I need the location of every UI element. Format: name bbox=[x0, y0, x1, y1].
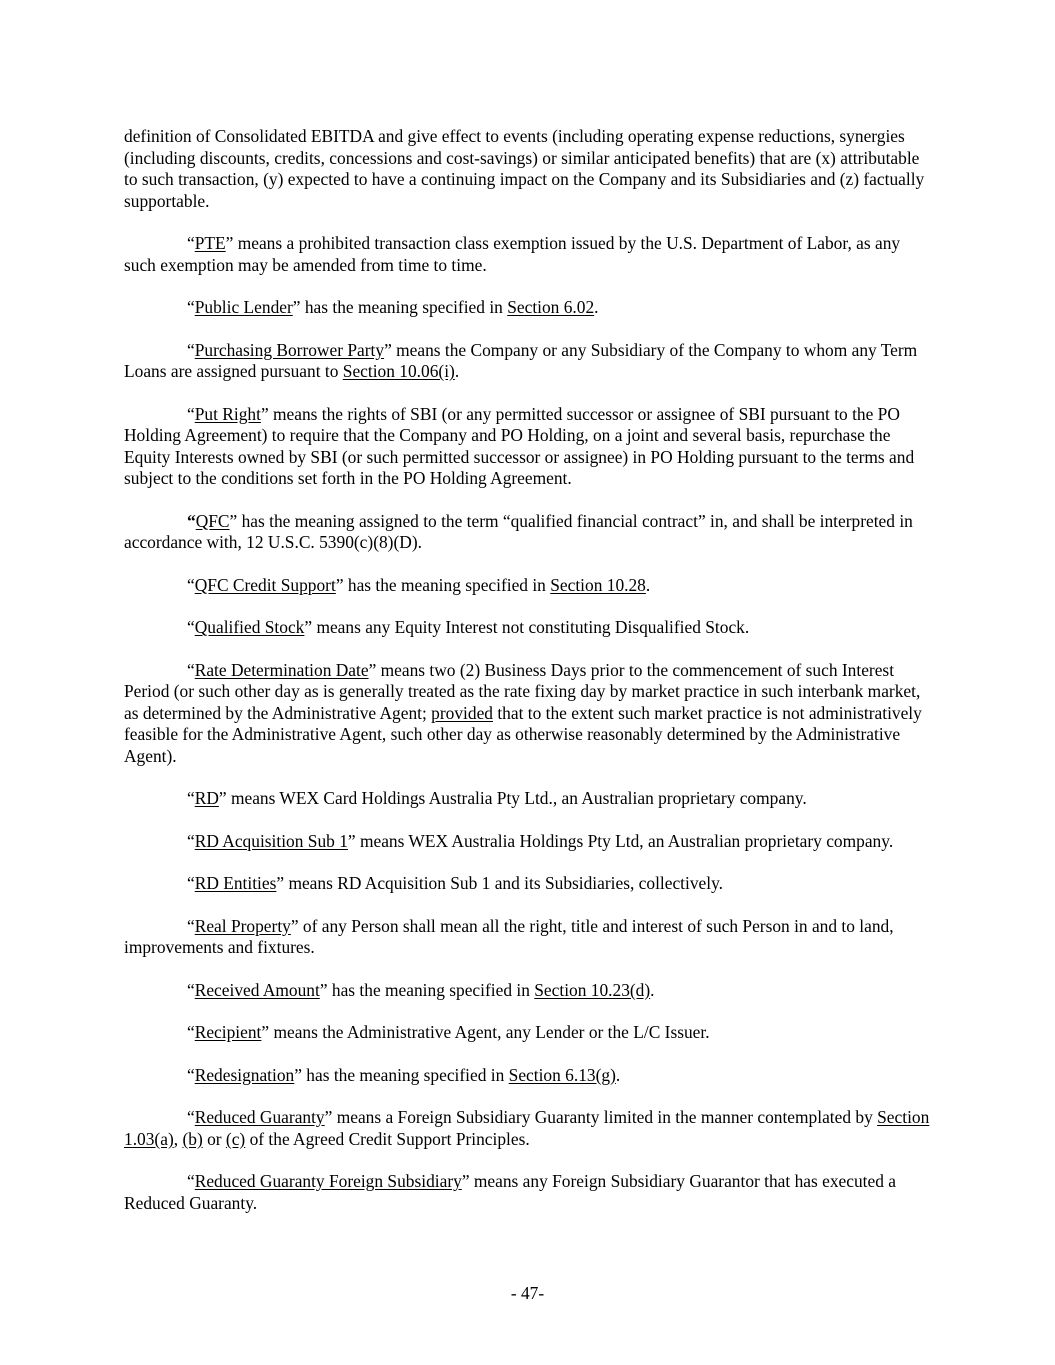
definition-paragraph bbox=[124, 233, 930, 276]
paragraph-text: ” means two (2) Business Days prior to the commencement of such Interest Period (or such other day as is generally treated as the rate fixing day by market practice in such interbank market, as determined by the Administrative Agent; bbox=[124, 659, 921, 723]
underlined-term: (b) bbox=[182, 1128, 203, 1149]
underlined-term: Purchasing Borrower Party bbox=[194, 339, 385, 360]
paragraph-text: “ bbox=[187, 979, 195, 1000]
paragraph-text: “ bbox=[187, 510, 196, 531]
underlined-term: RD bbox=[194, 788, 219, 808]
paragraph-text: “ bbox=[187, 574, 195, 595]
paragraph-text: “ bbox=[187, 915, 195, 936]
definition-paragraph bbox=[124, 1022, 930, 1044]
paragraph-text: “ bbox=[187, 233, 195, 253]
definition-paragraph bbox=[124, 660, 930, 768]
paragraph-text: . bbox=[594, 297, 599, 317]
underlined-term: Received Amount bbox=[194, 979, 320, 1000]
paragraph-text: “ bbox=[187, 1171, 195, 1191]
underlined-term: Section 6.02 bbox=[507, 297, 595, 317]
underlined-term: Recipient bbox=[194, 1022, 262, 1042]
underlined-term: Qualified Stock bbox=[194, 617, 305, 637]
paragraph-text: . bbox=[615, 1064, 621, 1085]
underlined-term: RD Acquisition Sub 1 bbox=[194, 830, 348, 851]
paragraph-text: . bbox=[454, 361, 460, 381]
paragraph-text: “ bbox=[187, 1064, 195, 1085]
underlined-term: Reduced Guaranty Foreign Subsidiary bbox=[194, 1171, 462, 1191]
paragraph-text: , bbox=[173, 1128, 183, 1149]
definition-paragraph bbox=[124, 1171, 930, 1214]
paragraph-text: “ bbox=[187, 659, 195, 680]
definition-paragraph bbox=[124, 1065, 930, 1087]
paragraph-text: ” means a Foreign Subsidiary Guaranty limited in the manner contemplated by bbox=[324, 1107, 878, 1127]
definition-paragraph bbox=[124, 873, 930, 895]
underlined-term: PTE bbox=[194, 233, 226, 253]
underlined-term: Real Property bbox=[194, 915, 291, 936]
paragraph-text: ” means the rights of SBI (or any permitted successor or assignee of SBI pursuant to the PO Holding Agreement) to require that the Company and PO Holding, on a joint and several basis, repurchase the Equity Interests owned by SBI (or such permitted successor or assignee) in PO Holding pursuant to the terms and subject to the conditions set forth in the PO Holding Agreement. bbox=[124, 403, 915, 488]
paragraph-text: . bbox=[650, 979, 655, 1000]
paragraph-text: “ bbox=[187, 403, 195, 424]
underlined-term: Section 6.13(g) bbox=[508, 1064, 616, 1085]
underlined-term: Section 10.23(d) bbox=[534, 979, 651, 1000]
definition-paragraph bbox=[124, 916, 930, 959]
paragraph-text: ” of any Person shall mean all the right, title and interest of such Person in and to land, improvements and fixtures. bbox=[124, 915, 894, 957]
continued-paragraph bbox=[124, 126, 930, 212]
paragraph-text: “ bbox=[187, 297, 195, 317]
underlined-term: RD Entities bbox=[194, 873, 277, 893]
paragraph-text: “ bbox=[187, 873, 195, 893]
underlined-term: Section 10.28 bbox=[550, 574, 646, 595]
paragraph-text: “ bbox=[187, 617, 195, 637]
paragraph-text: ” means a prohibited transaction class exemption issued by the U.S. Department of Labor, as any such exemption may be amended from time to time. bbox=[124, 233, 901, 275]
definition-paragraph bbox=[124, 404, 930, 490]
underlined-term: Section 10.06(i) bbox=[342, 361, 455, 381]
paragraph-text: ” means RD Acquisition Sub 1 and its Subsidiaries, collectively. bbox=[276, 873, 724, 893]
definition-paragraph bbox=[124, 511, 930, 554]
paragraph-text: ” means WEX Card Holdings Australia Pty Ltd., an Australian proprietary company. bbox=[218, 788, 807, 808]
underlined-term: Put Right bbox=[194, 403, 261, 424]
underlined-term: Redesignation bbox=[194, 1064, 295, 1085]
paragraph-text: of the Agreed Credit Support Principles. bbox=[245, 1128, 530, 1149]
underlined-term: provided bbox=[431, 702, 493, 723]
paragraph-text: . bbox=[645, 574, 651, 595]
page-number: - 47- bbox=[510, 1283, 545, 1303]
paragraph-text: ” has the meaning specified in bbox=[292, 297, 508, 317]
paragraph-text: definition of Consolidated EBITDA and give effect to events (including operating expense reductions, synergies (including discounts, credits, concessions and cost-savings) or similar anticipated benefits) that are (x) attributable to such transaction, (y) expected to have a continuing impact on the Company and its Subsidiaries and (z) factually supportable. bbox=[124, 126, 925, 211]
underlined-term: (c) bbox=[225, 1128, 246, 1149]
paragraph-text: ” means the Company or any Subsidiary of the Company to whom any Term Loans are assigned pursuant to bbox=[124, 339, 918, 381]
underlined-term: QFC bbox=[195, 510, 230, 531]
paragraph-text: “ bbox=[187, 339, 195, 360]
paragraph-text: “ bbox=[187, 1022, 195, 1042]
paragraph-text: ” means any Foreign Subsidiary Guarantor that has executed a Reduced Guaranty. bbox=[124, 1171, 896, 1213]
paragraph-text: ” has the meaning specified in bbox=[294, 1064, 509, 1085]
underlined-term: Public Lender bbox=[194, 297, 293, 317]
underlined-term: Rate Determination Date bbox=[194, 659, 369, 680]
definition-paragraph bbox=[124, 617, 930, 639]
underlined-term: Section 1.03(a) bbox=[124, 1107, 930, 1149]
paragraph-text: “ bbox=[187, 830, 195, 851]
underlined-term: QFC Credit Support bbox=[194, 574, 336, 595]
underlined-term: Reduced Guaranty bbox=[194, 1107, 325, 1127]
paragraph-text: “ bbox=[187, 1107, 195, 1127]
paragraph-text: “ bbox=[187, 788, 195, 808]
paragraph-text: ” means the Administrative Agent, any Lender or the L/C Issuer. bbox=[261, 1022, 710, 1042]
paragraph-text: or bbox=[202, 1128, 226, 1149]
document-body bbox=[124, 126, 930, 1235]
definition-paragraph bbox=[124, 297, 930, 319]
definition-paragraph bbox=[124, 575, 930, 597]
paragraph-text: ” has the meaning assigned to the term “qualified financial contract” in, and shall be interpreted in accordance with, 12 U.S.C. 5390(c)(8)(D). bbox=[124, 510, 913, 552]
paragraph-text: that to the extent such market practice is not administratively feasible for the Administrative Agent, such other day as otherwise reasonably determined by the Administrative Agent). bbox=[124, 702, 922, 766]
paragraph-text: ” means any Equity Interest not constituting Disqualified Stock. bbox=[304, 617, 750, 637]
definition-paragraph bbox=[124, 980, 930, 1002]
paragraph-text: ” has the meaning specified in bbox=[335, 574, 551, 595]
paragraph-text: ” means WEX Australia Holdings Pty Ltd, an Australian proprietary company. bbox=[347, 830, 894, 851]
definition-paragraph bbox=[124, 788, 930, 810]
definition-paragraph bbox=[124, 340, 930, 383]
paragraph-text: ” has the meaning specified in bbox=[319, 979, 535, 1000]
definition-paragraph bbox=[124, 1107, 930, 1150]
definition-paragraph bbox=[124, 831, 930, 853]
